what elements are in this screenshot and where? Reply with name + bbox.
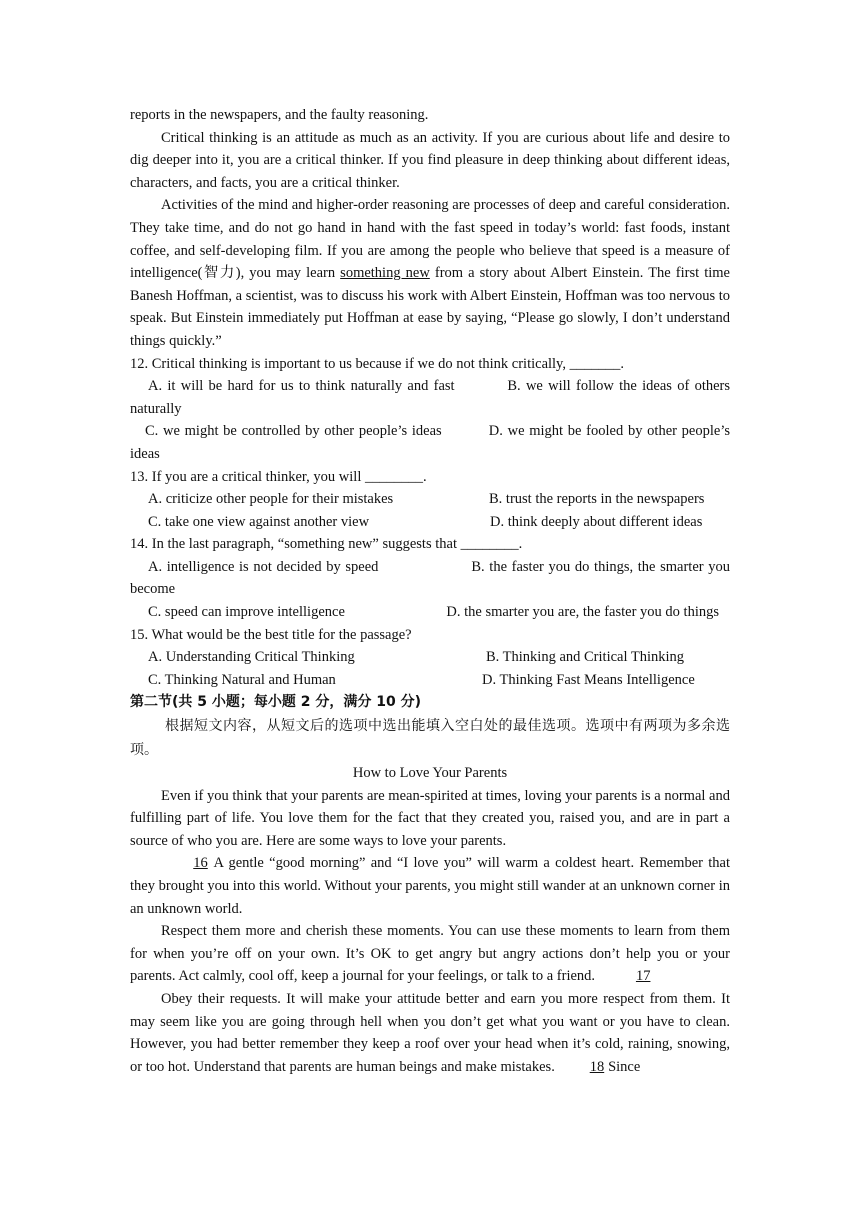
section-heading: 第二节(共 5 小题；每小题 2 分，满分 10 分)	[130, 694, 422, 711]
option-b: B. trust the reports in the newspapers	[489, 491, 705, 508]
passage-title: How to Love Your Parents	[352, 765, 508, 782]
passage-paragraph: reports in the newspapers, and the faulty reasoning.	[130, 107, 429, 123]
option-row	[130, 488, 730, 511]
passage-paragraph	[130, 852, 730, 920]
option-a: A. Understanding Critical Thinking	[148, 649, 355, 666]
option-row	[130, 511, 730, 534]
blank-16[interactable]: 16	[193, 855, 208, 872]
option-a: A. criticize other people for their mistakes	[148, 491, 394, 508]
question-stem: 12. Critical thinking is important to us because if we do not think critically, _______.	[130, 355, 624, 372]
option-c: C. Thinking Natural and Human	[148, 671, 336, 688]
option-c: C. take one view against another view	[148, 513, 370, 530]
passage-paragraph	[130, 988, 730, 1078]
passage-text: Respect them more and cherish these moments. You can use these moments to learn from them for when you’re off on your own. It’s OK to get angry but angry actions don’t help you or your parents. Act calmly, cool off, keep a journal for your feelings, or talk to a friend.	[130, 923, 730, 985]
passage-text: Since	[604, 1058, 641, 1075]
option-row	[130, 646, 730, 669]
option-b: B. Thinking and Critical Thinking	[486, 649, 685, 666]
blank-18[interactable]: 18	[589, 1058, 605, 1075]
passage-paragraph	[130, 920, 730, 988]
underlined-phrase: something new	[340, 265, 430, 282]
question-stem: 13. If you are a critical thinker, you will ________.	[130, 468, 427, 485]
option-row	[130, 669, 730, 692]
passage-text: from a story about Albert Einstein. The first time Banesh Hoffman, a scientist, was to discuss his work with Albert Einstein, Hoffman was too nervous to speak. But Einstein immediately put Hoffman at ease by saying, “Please go slowly, I don’t understand things quickly.”	[130, 265, 730, 349]
option-d: D. Thinking Fast Means Intelligence	[482, 671, 695, 688]
question-options: C. speed can improve intelligence D. the smarter you are, the faster you do things	[148, 604, 719, 621]
passage-paragraph	[130, 194, 730, 352]
question-options: A. it will be hard for us to think naturally and fast B. we will follow the ideas of others naturally	[130, 378, 734, 417]
passage-paragraph: Even if you think that your parents are mean-spirited at times, loving your parents is a normal and fulfilling part of life. You love them for the fact that they created you, raised you, and are in part a source of who you are. Here are some ways to love your parents.	[130, 787, 730, 849]
question-stem: 15. What would be the best title for the passage?	[130, 626, 412, 643]
passage-text: A gentle “good morning” and “I love you” will warm a coldest heart. Remember that they brought you into this world. Without your parents, you might still wander at an unknown corner in an unknown world.	[130, 855, 730, 917]
passage-paragraph: Critical thinking is an attitude as much as an activity. If you are curious about life and desire to dig deeper into it, you are a critical thinker. If you find pleasure in deep thinking about different ideas, characters, and facts, you are a critical thinker.	[130, 129, 730, 191]
option-d: D. think deeply about different ideas	[490, 513, 703, 530]
question-stem: 14. In the last paragraph, “something new” suggests that ________.	[130, 536, 523, 553]
question-options: A. intelligence is not decided by speed B. the faster you do things, the smarter you become	[130, 558, 734, 598]
section-instruction: 根据短文内容，从短文后的选项中选出能填入空白处的最佳选项。选项中有两项为多余选项。	[130, 718, 730, 759]
passage-text: Activities of the mind and higher-order reasoning are processes of deep and careful consideration. They take time, and do not go hand in hand with the fast speed in today’s world: fast foods, instant coffee, and self-developing film. If you are among the people who believe that speed is a measure of intelligence(智力), you may learn	[130, 197, 730, 282]
exam-page	[130, 104, 734, 1078]
passage-text: Obey their requests. It will make your attitude better and earn you more respect from them. It may seem like you are going through hell when you don’t get what you want or you have to clean. However, you had better remember they keep a roof over your head when it’s cold, raining, snowing, or too hot. Understand that parents are human beings and make mistakes.	[130, 990, 730, 1075]
question-options: C. we might be controlled by other people’s ideas D. we might be fooled by other people’s ideas	[130, 423, 734, 462]
blank-17[interactable]: 17	[635, 968, 651, 985]
